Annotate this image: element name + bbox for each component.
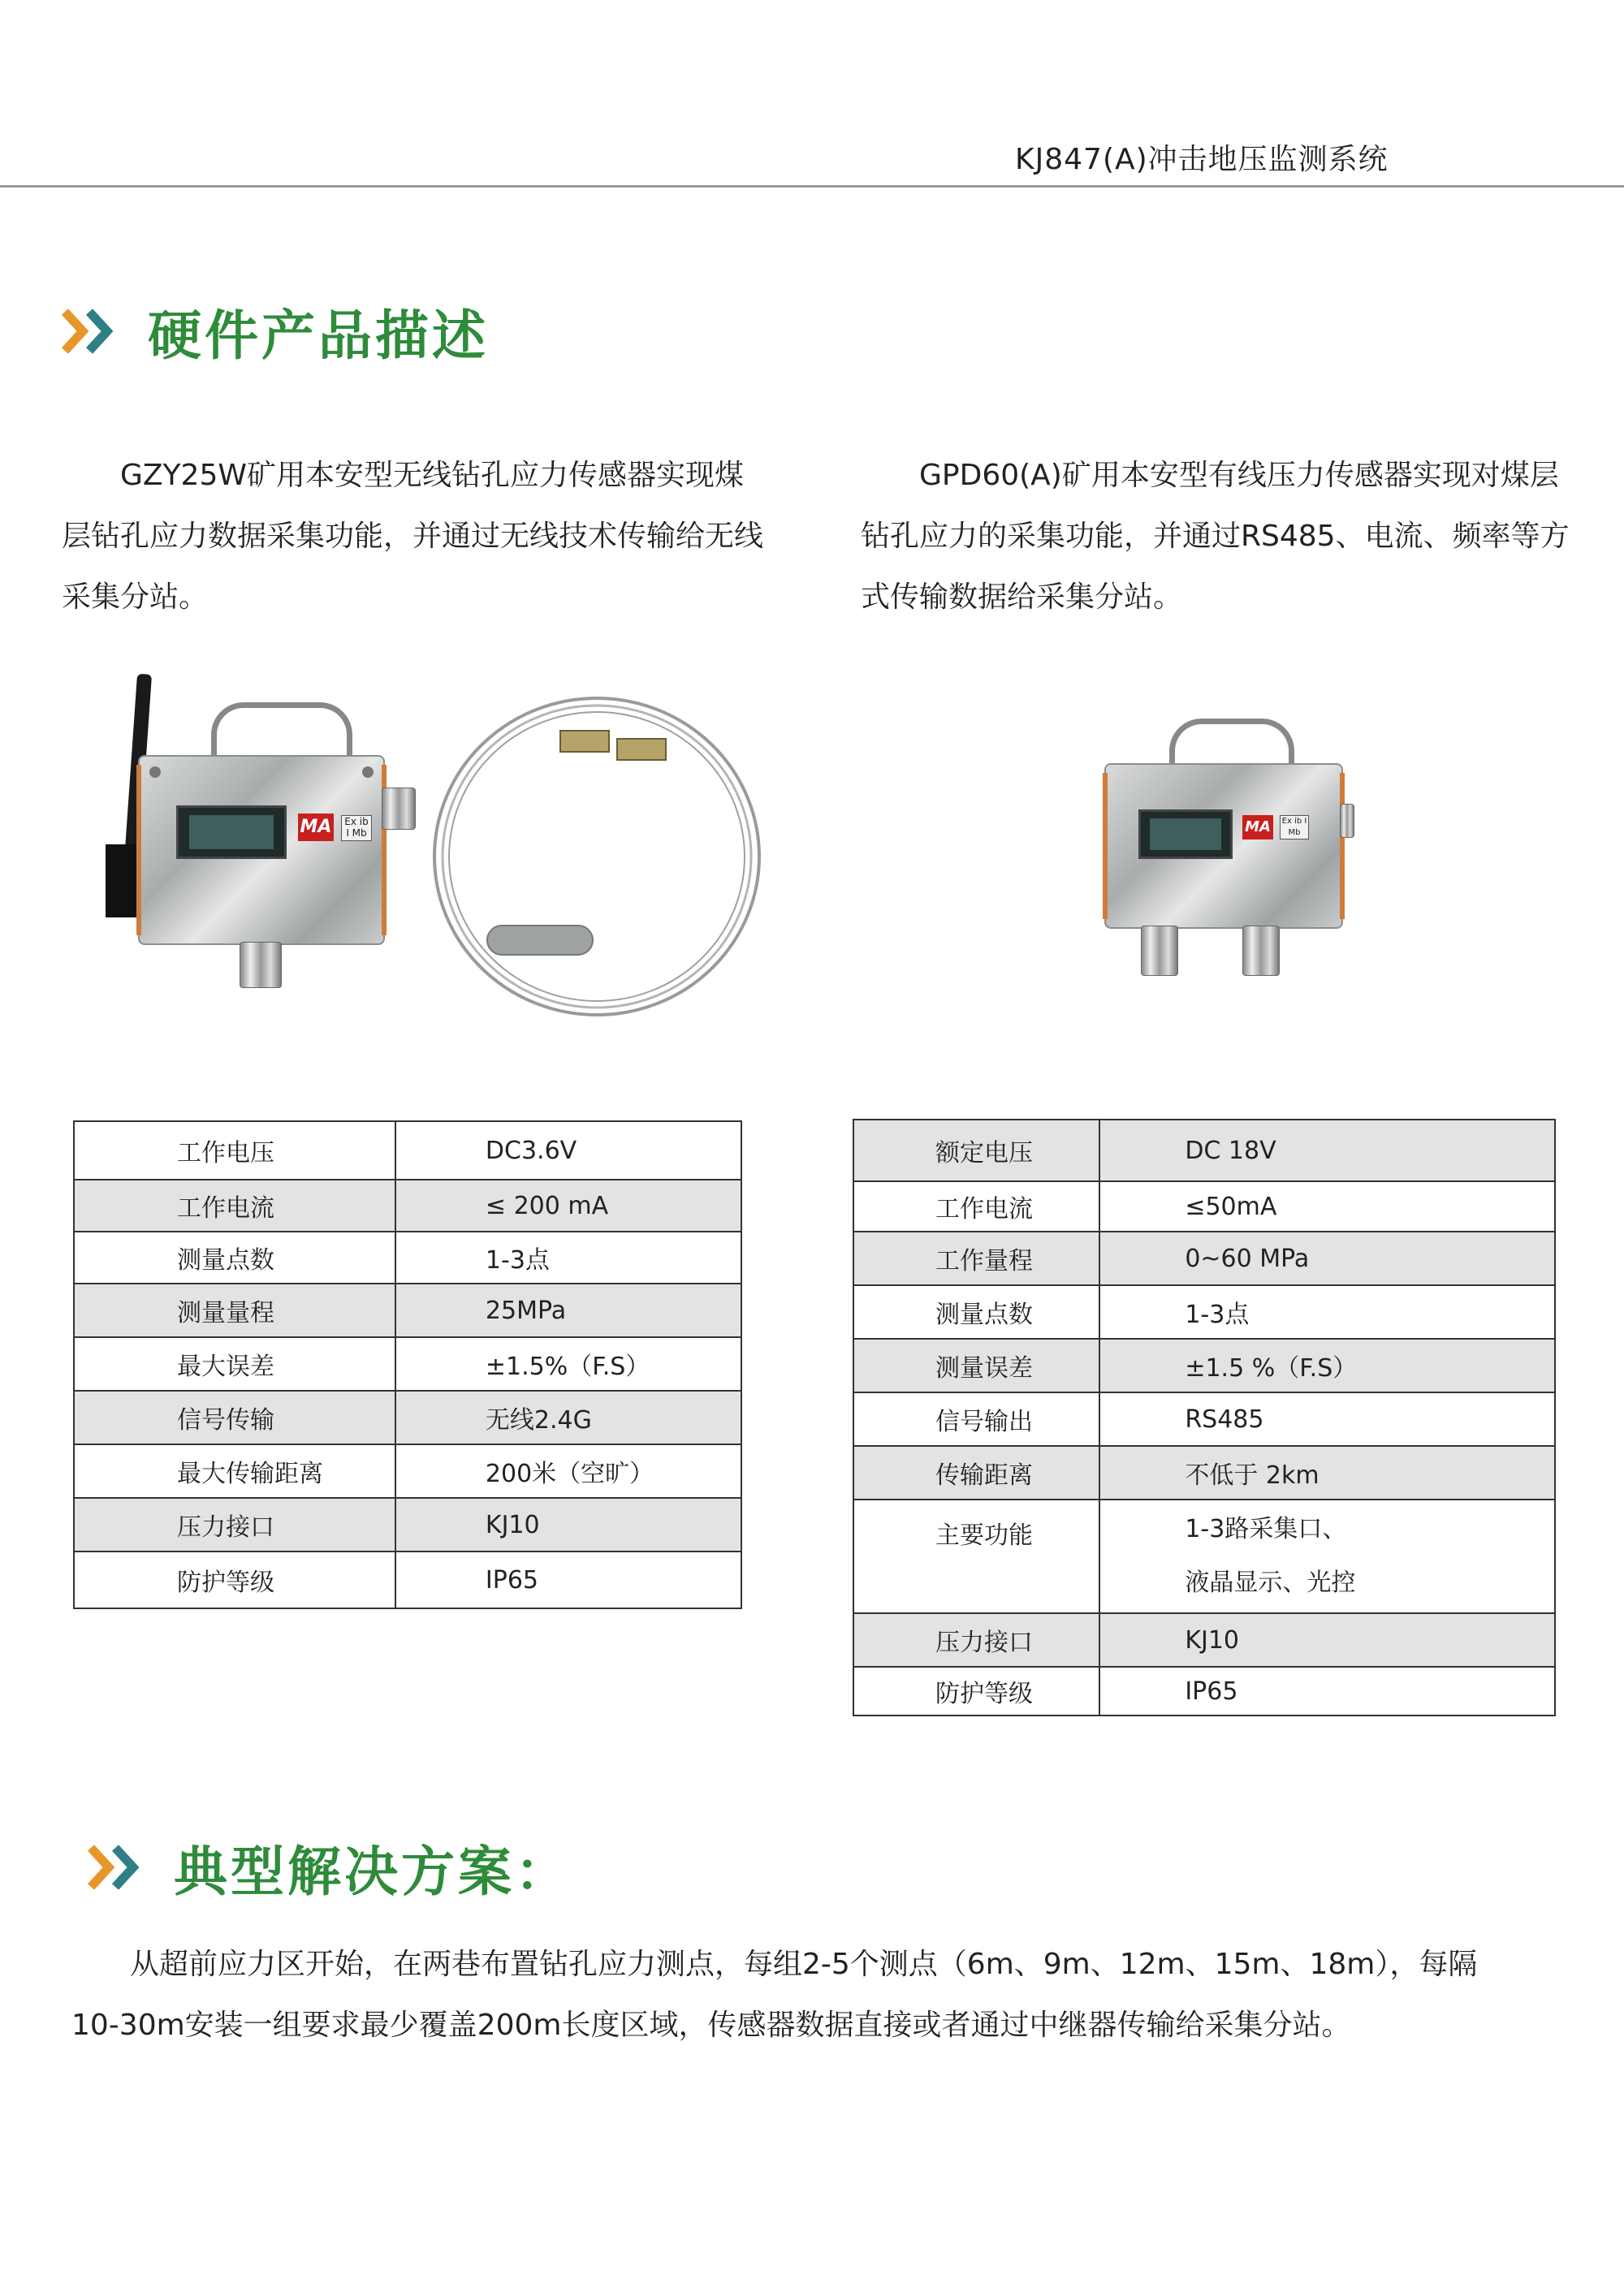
spec-value: 无线2.4G [395,1391,741,1444]
table-row [74,1337,741,1391]
spec-label: 防护等级 [74,1552,395,1608]
wireless-sensor-photo [81,666,780,1023]
spec-value: 不低于 2km [1099,1446,1555,1500]
double-chevron-icon [88,1843,151,1892]
spec-value: ≤50mA [1099,1181,1555,1232]
table-row [74,1232,741,1284]
spec-value: RS485 [1099,1392,1555,1446]
spec-value: 25MPa [395,1284,741,1337]
spec-label: 压力接口 [853,1613,1099,1667]
spec-value: IP65 [1099,1667,1555,1716]
table-row [853,1392,1555,1446]
spec-label: 防护等级 [853,1667,1099,1716]
table-row [74,1180,741,1232]
spec-value: 200米（空旷） [395,1444,741,1498]
side-connector [1340,804,1354,838]
spec-value-line: 液晶显示、光控 [1185,1569,1356,1597]
spec-value: 0~60 MPa [1099,1232,1555,1285]
spec-label: 主要功能 [853,1500,1099,1613]
spec-label: 压力接口 [74,1498,395,1552]
probe-cable-coil [422,682,771,1023]
table-row [853,1339,1555,1392]
lcd-display [176,805,287,859]
spec-value: 1-3点 [395,1232,741,1284]
spec-value: ±1.5%（F.S） [395,1337,741,1391]
table-row [74,1284,741,1337]
sensor-housing [1104,763,1343,929]
spec-label: 工作电流 [853,1181,1099,1232]
table-row [74,1552,741,1608]
spec-label: 最大误差 [74,1337,395,1391]
spec-value: ±1.5 %（F.S） [1099,1339,1555,1392]
header-divider [0,185,1624,188]
bottom-connector-right [1242,926,1280,976]
spec-label: 额定电压 [853,1120,1099,1181]
table-row [853,1613,1555,1667]
document-header-title: KJ847(A)冲击地压监测系统 [1015,143,1389,176]
wireless-sensor-spec-table [73,1120,742,1609]
ex-mark: Ex ib I Mb [341,815,372,841]
spec-label: 最大传输距离 [74,1444,395,1498]
table-row [74,1498,741,1552]
bottom-connector [240,942,282,988]
spec-value: DC3.6V [395,1121,741,1180]
spec-value: IP65 [395,1552,741,1608]
table-row [853,1446,1555,1500]
spec-label: 信号输出 [853,1392,1099,1446]
section-title: 硬件产品描述 [148,304,489,367]
table-row [853,1120,1555,1181]
table-row [853,1500,1555,1613]
spec-label: 传输距离 [853,1446,1099,1500]
ma-mark: MA [1242,815,1273,839]
spec-label: 工作量程 [853,1232,1099,1285]
ma-mark: MA [298,814,334,841]
double-chevron-icon [62,307,125,356]
lcd-display [1138,809,1233,859]
table-row [853,1667,1555,1716]
spec-value: KJ10 [1099,1613,1555,1667]
spec-label: 测量量程 [74,1284,395,1337]
spec-label: 测量点数 [853,1285,1099,1339]
section-heading-solution [88,1828,572,1905]
table-row [853,1181,1555,1232]
spec-label: 工作电流 [74,1180,395,1232]
solution-description: 从超前应力区开始，在两巷布置钻孔应力测点，每组2-5个测点（6m、9m、12m、15m、18m），每隔10-30m安装一组要求最少覆盖200m长度区域，传感器数据直接或者通过中继器传输给采集分站。 [71,1948,1478,2042]
spec-label: 测量点数 [74,1232,395,1284]
spec-label: 测量误差 [853,1339,1099,1392]
spec-value [1099,1500,1555,1613]
side-connector [382,788,416,830]
table-row [74,1121,741,1180]
spec-value: KJ10 [395,1498,741,1552]
table-row [74,1444,741,1498]
right-product-description: GPD60(A)矿用本安型有线压力传感器实现对煤层钻孔应力的采集功能，并通过RS485、电流、频率等方式传输数据给采集分站。 [861,459,1570,614]
spec-value: 1-3点 [1099,1285,1555,1339]
table-row [853,1285,1555,1339]
table-row [853,1232,1555,1285]
spec-label: 信号传输 [74,1391,395,1444]
wired-sensor-spec-table [853,1119,1556,1716]
spec-value: DC 18V [1099,1120,1555,1181]
pressure-probe [487,926,593,955]
spec-label: 工作电压 [74,1121,395,1180]
spec-value-line: 1-3路采集口、 [1185,1515,1347,1543]
bottom-connector-left [1141,926,1178,976]
section-title: 典型解决方案： [174,1840,572,1903]
sensor-housing [138,755,385,945]
section-heading-hardware [62,292,489,369]
wired-sensor-photo [1096,714,1356,982]
table-row [74,1391,741,1444]
spec-value: ≤ 200 mA [395,1180,741,1232]
ex-mark: Ex ib I Mb [1280,815,1309,839]
left-product-description: GZY25W矿用本安型无线钻孔应力传感器实现煤层钻孔应力数据采集功能，并通过无线技术传输给无线采集分站。 [62,459,764,614]
